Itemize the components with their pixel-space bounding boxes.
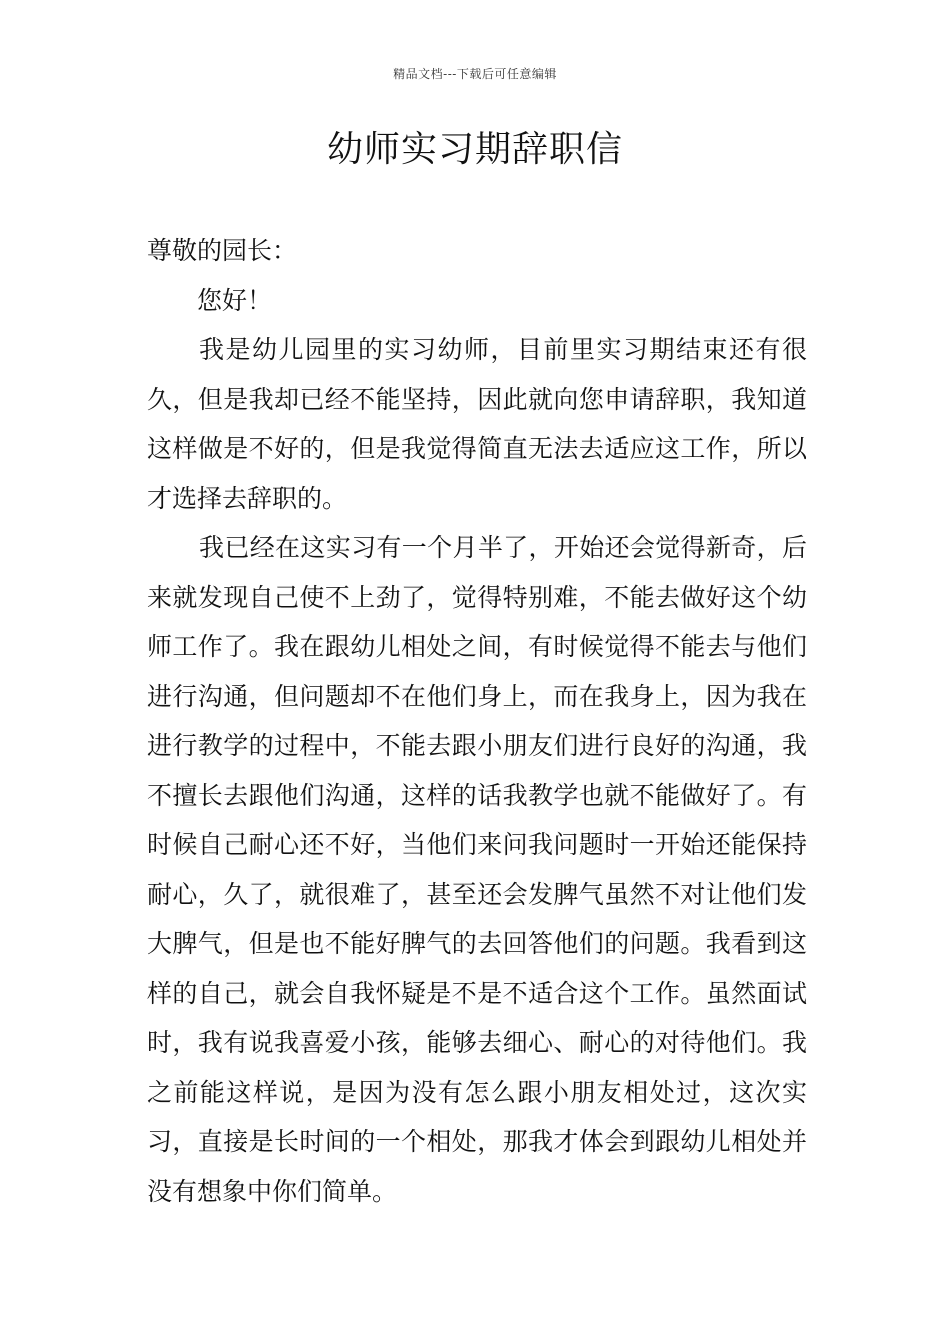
header-note: 精品文档---下载后可任意编辑 xyxy=(393,67,557,81)
document-title: 幼师实习期辞职信 xyxy=(326,129,623,170)
paragraph-experience: 我已经在这实习有一个月半了，开始还会觉得新奇，后来就发现自己使不上劲了，觉得特别难，不能去做好这个幼师工作了。我在跟幼儿相处之间，有时候觉得不能去与他们进行沟通，但问题却不在他们身上，而在我身上，因为我在进行教学的过程中，不能去跟小朋友们进行良好的沟通，我不擅长去跟他们沟通，这样的话我教学也就不能做好了。有时候自己耐心还不好，当他们来问我问题时一开始还能保持耐心，久了，就很难了，甚至还会发脾气虽然不对让他们发大脾气，但是也不能好脾气的去回答他们的问题。我看到这样的自己，就会自我怀疑是不是不适合这个工作。虽然面试时，我有说我喜爱小孩，能够去细心、耐心的对待他们。我之前能这样说，是因为没有怎么跟小朋友相处过，这次实习，直接是长时间的一个相处，那我才体会到跟幼儿相处并没有想象中你们简单。 xyxy=(147,533,807,1206)
salutation: 尊敬的园长： xyxy=(147,236,298,265)
paragraph-intro: 我是幼儿园里的实习幼师，目前里实习期结束还有很久，但是我却已经不能坚持，因此就向您申请辞职，我知道这样做是不好的，但是我觉得简直无法去适应这工作，所以才选择去辞职的。 xyxy=(147,335,807,513)
greeting: 您好！ xyxy=(197,285,273,315)
letter-body xyxy=(147,226,807,1216)
